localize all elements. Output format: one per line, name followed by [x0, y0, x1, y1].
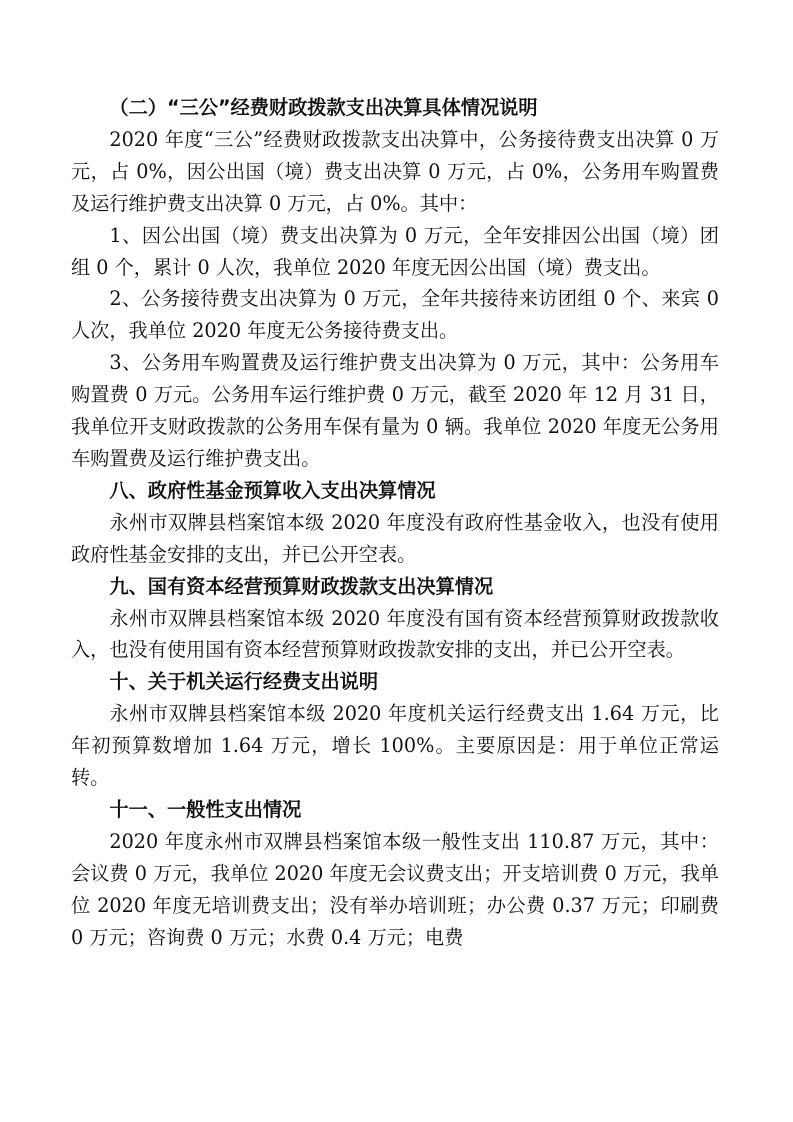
section-heading-state-capital: 九、国有资本经营预算财政拨款支出决算情况	[109, 574, 494, 598]
paragraph-general-expenditure: 2020 年度永州市双牌县档案馆本级一般性支出 110.87 万元，其中：会议费 0 万元，我单位 2020 年度无会议费支出；开支培训费 0 万元，我单位 2020 年度无培训费支出；没有举办培训班；办公费 0.37 万元；印刷费 0 万元；咨询费 0 万元；水费 0.4 万元；电费	[71, 829, 719, 949]
section-heading-general-expenditure: 十一、一般性支出情况	[109, 797, 302, 821]
paragraph-state-capital: 永州市双牌县档案馆本级 2020 年度没有国有资本经营预算财政拨款收入，也没有使用国有资本经营预算财政拨款安排的支出，并已公开空表。	[71, 606, 719, 662]
paragraph-official-reception: 2、公务接待费支出决算为 0 万元，全年共接待来访团组 0 个、来宾 0 人次，我单位 2020 年度无公务接待费支出。	[71, 287, 719, 343]
paragraph-operating-expenses: 永州市双牌县档案馆本级 2020 年度机关运行经费支出 1.64 万元，比年初预算数增加 1.64 万元，增长 100%。主要原因是：用于单位正常运转。	[71, 702, 719, 790]
section-heading-government-fund: 八、政府性基金预算收入支出决算情况	[109, 478, 436, 502]
section-heading-sangong: （二）“三公”经费财政拨款支出决算具体情况说明	[109, 96, 538, 119]
document-page	[71, 92, 719, 953]
paragraph-sangong-summary: 2020 年度“三公”经费财政拨款支出决算中，公务接待费支出决算 0 万元，占 0%，因公出国（境）费支出决算 0 万元，占 0%，公务用车购置费及运行维护费支出决算 0 万元，占 0%。其中：	[71, 127, 719, 215]
paragraph-government-fund: 永州市双牌县档案馆本级 2020 年度没有政府性基金收入，也没有使用政府性基金安排的支出，并已公开空表。	[71, 510, 719, 566]
paragraph-overseas-travel: 1、因公出国（境）费支出决算为 0 万元，全年安排因公出国（境）团组 0 个，累计 0 人次，我单位 2020 年度无因公出国（境）费支出。	[71, 223, 719, 279]
section-heading-operating-expenses: 十、关于机关运行经费支出说明	[109, 670, 379, 694]
paragraph-official-vehicles: 3、公务用车购置费及运行维护费支出决算为 0 万元，其中：公务用车购置费 0 万元。公务用车运行维护费 0 万元，截至 2020 年 12 月 31 日，我单位开支财政拨款的公务用车保有量为 0 辆。我单位 2020 年度无公务用车购置费及运行维护费支出。	[71, 351, 719, 470]
